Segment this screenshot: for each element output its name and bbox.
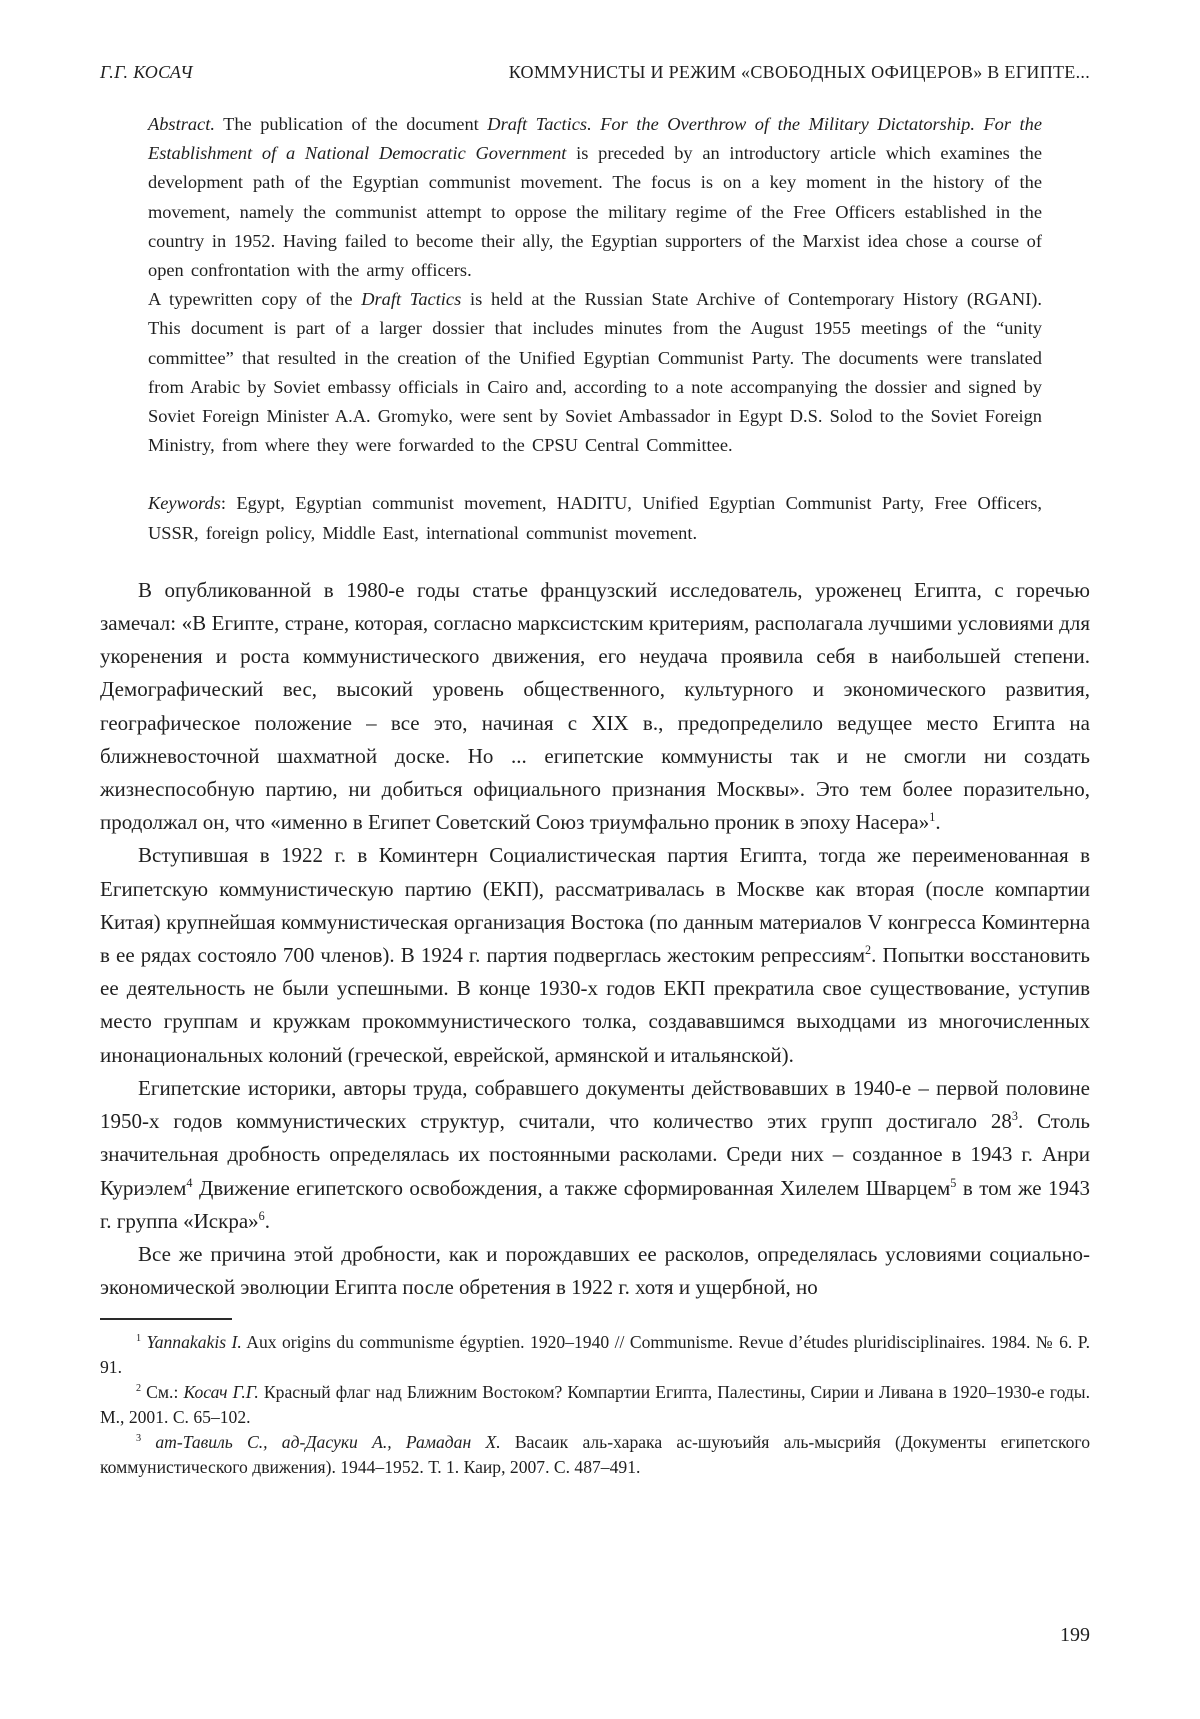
footnote-separator — [100, 1318, 232, 1320]
body-paragraph-3: Египетские историки, авторы труда, собравшего документы действовавших в 1940-е – первой половине 1950-х годов коммунистических структур, считали, что количество этих групп достигало $28^3$. Столь значительная дробность определялась их постоянными расколами. Среди них – созданное в 1943 г. Анри Куриэлем$^4$ Движение египетского освобождения, а также сформированная Хилелем Шварцем$^5$ в том же 1943 г. группа «Искра»$^6$. — [100, 1075, 1090, 1233]
body-paragraph-2: Вступившая в 1922 г. в Коминтерн Социалистическая партия Египта, тогда же переименованная в Египетскую коммунистическую партию (ЕКП), рассматривалась в Москве как вторая (после компартии Китая) крупнейшая коммунистическая организация Востока (по данным материалов V конгресса Коминтерна в ее рядах состояло 700 членов). В 1924 г. партия подверглась жестоким репрессиям$^2$. Попытки восстановить ее деятельность не были успешными. В конце 1930-х годов ЕКП прекратила свое существование, уступив место группам и кружкам прокоммунистического толка, создававшимся выходцами из многочисленных инонациональных колоний (греческой, еврейской, армянской и итальянской). — [100, 843, 1091, 1067]
running-author: Г.Г. КОСАЧ — [100, 62, 193, 82]
footnote-2: $^2$ См.: Косач Г.Г. Красный флаг над Ближним Востоком? Компартии Египта, Палестины, Сирии и Ливана в 1920–1930-е годы. М., 2001. С. 65–102. — [100, 1382, 1091, 1428]
abstract-paragraph-1: Abstract. The publication of the document Draft Tactics. For the Overthrow of the Military Dictatorship. For the Establishment of a National Democratic Government is preceded by an introductory article which examines the development path of the Egyptian communist movement. The focus is on a key moment in the history of the movement, namely the communist attempt to oppose the military regime of the Free Officers established in the country in 1952. Having failed to become their ally, the Egyptian supporters of the Marxist idea chose a course of open confrontation with the army officers. — [148, 114, 1043, 281]
body-paragraph-4: Все же причина этой дробности, как и порождавших ее расколов, определялась условиями социально-экономической эволюции Египта после обретения в 1922 г. хотя и ущербной, но — [100, 1241, 1090, 1300]
abstract-paragraph-2: A typewritten copy of the Draft Tactics is held at the Russian State Archive of Contemporary History (RGANI). This document is part of a larger dossier that includes minutes from the August 1955 meetings of the “unity committee” that resulted in the creation of the Unified Egyptian Communist Party. The documents were translated from Arabic by Soviet embassy officials in Cairo and, according to a note accompanying the dossier and signed by Soviet Foreign Minister A.A. Gromyko, were sent by Soviet Ambassador in Egypt D.S. Solod to the Soviet Foreign Ministry, from where they were forwarded to the CPSU Central Committee. — [148, 289, 1043, 456]
running-title: КОММУНИСТЫ И РЕЖИМ «СВОБОДНЫХ ОФИЦЕРОВ» В ЕГИПТЕ... — [508, 62, 1090, 82]
keywords-paragraph: Keywords: Egypt, Egyptian communist movement, HADITU, Unified Egyptian Communist Party, Free Officers, USSR, foreign policy, Middle East, international communist movement. — [148, 493, 1042, 543]
page-number: 199 — [1060, 1624, 1090, 1646]
article-body — [100, 574, 1090, 1304]
footnote-3: $^3$ ат-Тавиль С., ад-Дасуки А., Рамадан Х. Васаик аль-харака ас-шуюъийя аль-мысрийя (Документы египетского коммунистического движения). 1944–1952. Т. 1. Каир, 2007. С. 487–491. — [100, 1432, 1090, 1478]
footnote-1: $^1$ Yannakakis I. Aux origins du communisme égyptien. 1920–1940 // Communisme. Revue d’études pluridisciplinaires. 1984. № 6. P. 91. — [100, 1332, 1090, 1378]
abstract-block — [148, 110, 1042, 548]
footnotes-block — [100, 1330, 1090, 1480]
running-header — [100, 62, 1090, 83]
body-paragraph-1: В опубликованной в 1980-е годы статье французский исследователь, уроженец Египта, с горечью замечал: «В Египте, стране, которая, согласно марксистским критериям, располагала лучшими условиями для укоренения и роста коммунистического движения, его неудача проявила себя в наибольшей степени. Демографический вес, высокий уровень общественного, культурного и экономического развития, географическое положение – все это, начиная с XIX в., предопределило ведущее место Египта на ближневосточной шахматной доске. Но ... египетские коммунисты так и не смогли ни создать жизнеспособную партию, ни добиться официального признания Москвы». Это тем более поразительно, продолжал он, что «именно в Египет Советский Союз триумфально проник в эпоху Насера»$^1$. — [100, 577, 1090, 835]
